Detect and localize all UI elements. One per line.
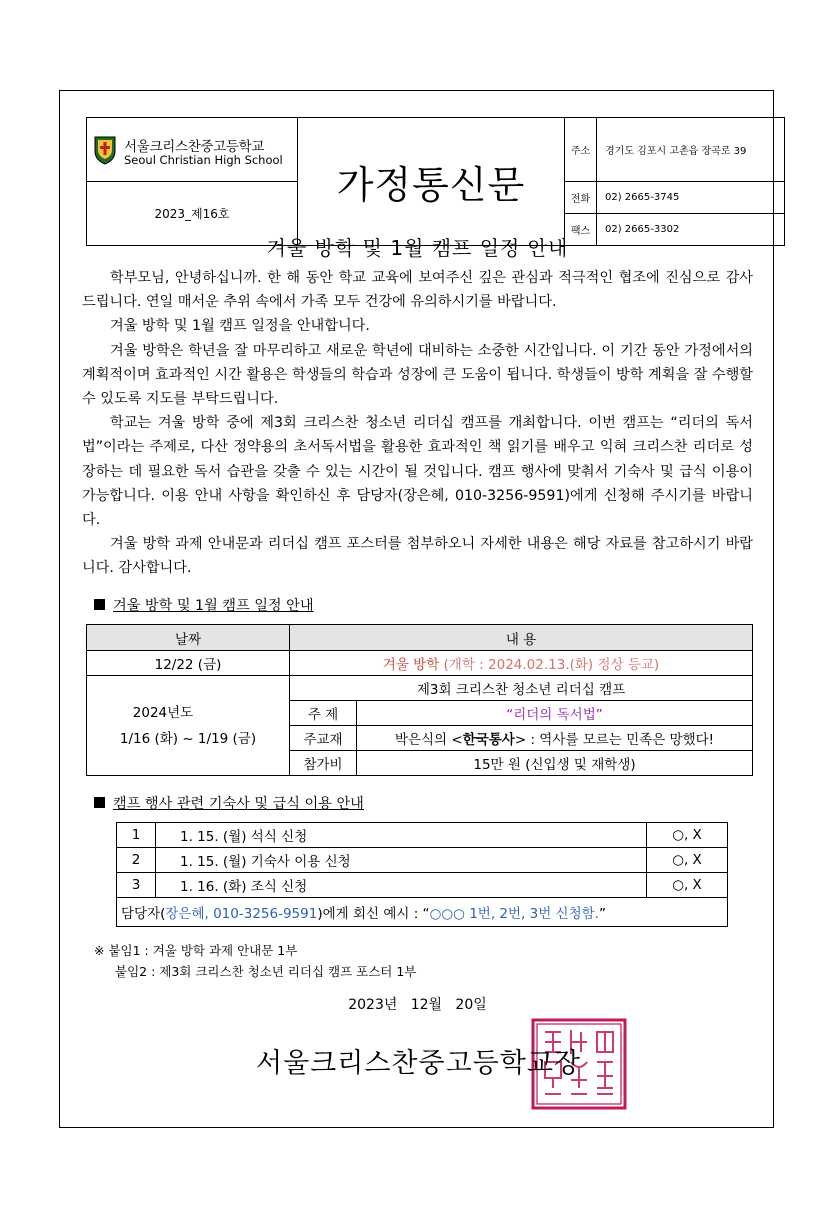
attachment-2: 붙임2 : 제3회 크리스찬 청소년 리더십 캠프 포스터 1부 [115,964,417,979]
school-name-ko: 서울크리스찬중고등학교 [124,139,265,155]
doc-type-title: 가정통신문 [298,118,565,246]
table-row: 1 1. 15. (월) 석식 신청 ○, X [117,823,728,848]
issue-number: 2023_제16호 [87,182,298,246]
contact-note: 담당자(장은혜, 010-3256-9591)에게 회신 예시 : “○○○ 1번, 2번, 3번 신청함.” [117,898,728,927]
application-table [116,822,728,927]
letterhead [86,117,785,246]
square-bullet-icon [94,797,105,808]
address-value: 경기도 김포시 고촌읍 장곡로 39 [597,118,785,182]
choice-cell: ○, X [647,873,728,898]
school-name-en: Seoul Christian High School [124,153,283,167]
school-cell [87,118,298,182]
book-label: 주교재 [290,726,357,751]
row-date: 12/22 (금) [87,651,290,676]
theme-label: 주 제 [290,701,357,726]
signer-name: 서울크리스찬중고등학교장 [256,1048,581,1079]
paragraph: 겨울 방학은 학년을 잘 마무리하고 새로운 학년에 대비하는 소중한 시간입니다. 이 기간 동안 가정에서의 계획적이며 효과적인 시간 활용은 학생들의 학습과 성장에 큰 도움이 됩니다. 학생들이 방학 계획을 잘 수행할 수 있도록 지도를 부탁드립니다. [82,342,753,408]
phone-label: 전화 [565,182,597,214]
body-text [82,266,753,581]
row-content: 겨울 방학 (개학 : 2024.02.13.(화) 정상 등교) [290,651,753,676]
paragraph: 학부모님, 안녕하십니까. 한 해 동안 학교 교육에 보여주신 깊은 관심과 적극적인 협조에 진심으로 감사드립니다. 연일 매서운 추위 속에서 가족 모두 건강에 유의하시기를 바랍니다. [82,270,753,311]
table-row: 2 1. 15. (월) 기숙사 이용 신청 ○, X [117,848,728,873]
school-emblem-icon [93,135,117,165]
table-row: 3 1. 16. (화) 조식 신청 ○, X [117,873,728,898]
row-date-range: 2024년도 1/16 (화) ~ 1/19 (금) [87,676,290,776]
section-heading-dorm: 캠프 행사 관련 기숙사 및 급식 이용 안내 [94,793,364,813]
paragraph: 겨울 방학 및 1월 캠프 일정을 안내합니다. [110,318,370,335]
choice-cell: ○, X [647,848,728,873]
col-content: 내 용 [290,625,753,651]
document-title: 겨울 방학 및 1월 캠프 일정 안내 [266,236,569,260]
table-header-row [87,625,753,651]
camp-name: 제3회 크리스찬 청소년 리더십 캠프 [290,676,753,701]
table-row [87,676,753,701]
schedule-table [86,624,753,776]
fax-value: 02) 2665-3302 [597,214,785,246]
theme-value: “리더의 독서법” [357,701,753,726]
address-label: 주소 [565,118,597,182]
book-value: 박은식의 <한국통사> : 역사를 모르는 민족은 망했다! [357,726,753,751]
attachments [94,940,416,982]
table-row [87,651,753,676]
note-mark: ※ [94,943,105,958]
fee-value: 15만 원 (신입생 및 재학생) [357,751,753,776]
col-date: 날짜 [87,625,290,651]
contact-row [117,898,728,927]
fax-label: 팩스 [565,214,597,246]
choice-cell: ○, X [647,823,728,848]
issue-date: 2023년 12월 20일 [348,997,487,1013]
paragraph: 겨울 방학 과제 안내문과 리더십 캠프 포스터를 첨부하오니 자세한 내용은 해당 자료를 참고하시기 바랍니다. 감사합니다. [82,536,753,577]
phone-value: 02) 2665-3745 [597,182,785,214]
section-heading-schedule: 겨울 방학 및 1월 캠프 일정 안내 [94,595,314,615]
fee-label: 참가비 [290,751,357,776]
square-bullet-icon [94,599,105,610]
paragraph: 학교는 겨울 방학 중에 제3회 크리스찬 청소년 리더십 캠프를 개최합니다. 이번 캠프는 “리더의 독서법”이라는 주제로, 다산 정약용의 초서독서법을 활용한 효과적인 책 읽기를 배우고 익혀 크리스찬 리더로 성장하는 데 필요한 독서 습관을 갖출 수 있는 시간이 될 것입니다. 캠프 행사에 맞춰서 기숙사 및 급식 이용이 가능합니다. 이용 안내 사항을 확인하신 후 담당자(장은혜, 010-3256-9591)에게 신청해 주시기를 바랍니다. [82,415,753,529]
attachment-1: 붙임1 : 겨울 방학 과제 안내문 1부 [108,943,298,958]
